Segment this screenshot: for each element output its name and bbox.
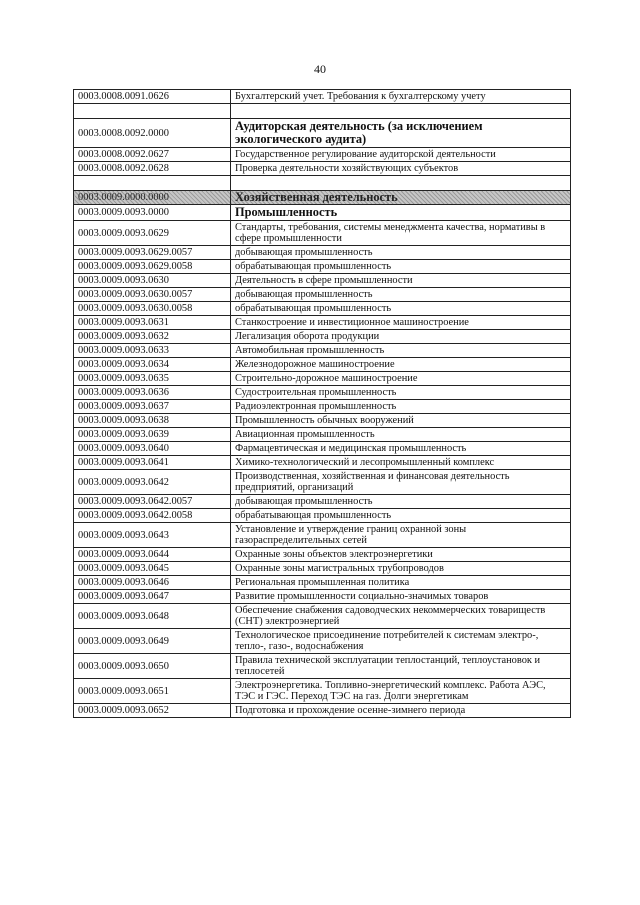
table-row bbox=[74, 316, 571, 330]
description-cell: Развитие промышленности социально-значимых товаров bbox=[231, 590, 571, 604]
code-cell: 0003.0009.0093.0643 bbox=[74, 523, 231, 548]
description-cell: Авиационная промышленность bbox=[231, 428, 571, 442]
code-cell: 0003.0009.0093.0649 bbox=[74, 629, 231, 654]
code-cell: 0003.0009.0093.0648 bbox=[74, 604, 231, 629]
table-row bbox=[74, 590, 571, 604]
code-cell: 0003.0009.0093.0632 bbox=[74, 330, 231, 344]
classifier-table bbox=[73, 89, 571, 718]
code-cell: 0003.0009.0093.0650 bbox=[74, 654, 231, 679]
description-cell: Легализация оборота продукции bbox=[231, 330, 571, 344]
code-cell: 0003.0009.0093.0641 bbox=[74, 456, 231, 470]
table-row bbox=[74, 654, 571, 679]
table-row bbox=[74, 495, 571, 509]
code-cell: 0003.0009.0093.0636 bbox=[74, 386, 231, 400]
description-cell bbox=[231, 104, 571, 119]
table-row bbox=[74, 400, 571, 414]
description-cell: Обеспечение снабжения садоводческих некоммерческих товариществ (СНТ) электроэнергией bbox=[231, 604, 571, 629]
table-row bbox=[74, 288, 571, 302]
table-row bbox=[74, 372, 571, 386]
table-row bbox=[74, 604, 571, 629]
table-row bbox=[74, 548, 571, 562]
table-row bbox=[74, 246, 571, 260]
code-cell: 0003.0009.0000.0000 bbox=[74, 191, 231, 205]
description-cell: Бухгалтерский учет. Требования к бухгалтерскому учету bbox=[231, 90, 571, 104]
code-cell: 0003.0009.0093.0645 bbox=[74, 562, 231, 576]
code-cell: 0003.0009.0093.0629.0058 bbox=[74, 260, 231, 274]
description-cell: Подготовка и прохождение осенне-зимнего периода bbox=[231, 704, 571, 718]
code-cell: 0003.0009.0093.0646 bbox=[74, 576, 231, 590]
code-cell: 0003.0009.0093.0642.0058 bbox=[74, 509, 231, 523]
code-cell: 0003.0009.0093.0635 bbox=[74, 372, 231, 386]
description-cell: Хозяйственная деятельность bbox=[231, 191, 571, 205]
description-cell: добывающая промышленность bbox=[231, 288, 571, 302]
code-cell: 0003.0009.0093.0637 bbox=[74, 400, 231, 414]
code-cell: 0003.0009.0093.0629 bbox=[74, 221, 231, 246]
description-cell: Установление и утверждение границ охранной зоны газораспределительных сетей bbox=[231, 523, 571, 548]
table-row bbox=[74, 148, 571, 162]
code-cell: 0003.0009.0093.0634 bbox=[74, 358, 231, 372]
table-row bbox=[74, 330, 571, 344]
description-cell: Железнодорожное машиностроение bbox=[231, 358, 571, 372]
description-cell: Охранные зоны магистральных трубопроводов bbox=[231, 562, 571, 576]
code-cell: 0003.0009.0093.0640 bbox=[74, 442, 231, 456]
description-cell: Станкостроение и инвестиционное машиностроение bbox=[231, 316, 571, 330]
description-cell: Производственная, хозяйственная и финансовая деятельность предприятий, организаций bbox=[231, 470, 571, 495]
table-row bbox=[74, 509, 571, 523]
description-cell: Судостроительная промышленность bbox=[231, 386, 571, 400]
table-row bbox=[74, 562, 571, 576]
table-row bbox=[74, 428, 571, 442]
table-row bbox=[74, 260, 571, 274]
table-row bbox=[74, 629, 571, 654]
code-cell: 0003.0009.0093.0629.0057 bbox=[74, 246, 231, 260]
code-cell: 0003.0009.0093.0647 bbox=[74, 590, 231, 604]
description-cell: Проверка деятельности хозяйствующих субъектов bbox=[231, 162, 571, 176]
section-heading-row bbox=[74, 119, 571, 148]
code-cell: 0003.0009.0093.0630.0058 bbox=[74, 302, 231, 316]
code-cell bbox=[74, 104, 231, 119]
code-cell: 0003.0009.0093.0630 bbox=[74, 274, 231, 288]
code-cell: 0003.0009.0093.0639 bbox=[74, 428, 231, 442]
code-cell: 0003.0008.0092.0627 bbox=[74, 148, 231, 162]
code-cell: 0003.0009.0093.0630.0057 bbox=[74, 288, 231, 302]
description-cell: Химико-технологический и лесопромышленный комплекс bbox=[231, 456, 571, 470]
table-row bbox=[74, 302, 571, 316]
table-row bbox=[74, 221, 571, 246]
description-cell: Фармацевтическая и медицинская промышленность bbox=[231, 442, 571, 456]
description-cell: обрабатывающая промышленность bbox=[231, 260, 571, 274]
description-cell: Правила технической эксплуатации теплостанций, теплоустановок и теплосетей bbox=[231, 654, 571, 679]
classifier-table-body bbox=[74, 90, 571, 718]
table-row bbox=[74, 576, 571, 590]
description-cell: Стандарты, требования, системы менеджмента качества, нормативы в сфере промышленности bbox=[231, 221, 571, 246]
description-cell: Охранные зоны объектов электроэнергетики bbox=[231, 548, 571, 562]
table-row bbox=[74, 344, 571, 358]
description-cell bbox=[231, 176, 571, 191]
section-heading-row bbox=[74, 205, 571, 221]
description-cell: Промышленность bbox=[231, 205, 571, 221]
description-cell: Аудиторская деятельность (за исключением экологического аудита) bbox=[231, 119, 571, 148]
description-cell: Строительно-дорожное машиностроение bbox=[231, 372, 571, 386]
description-cell: Радиоэлектронная промышленность bbox=[231, 400, 571, 414]
code-cell: 0003.0009.0093.0642 bbox=[74, 470, 231, 495]
description-cell: обрабатывающая промышленность bbox=[231, 509, 571, 523]
table-row bbox=[74, 358, 571, 372]
table-row bbox=[74, 523, 571, 548]
code-cell: 0003.0009.0093.0642.0057 bbox=[74, 495, 231, 509]
description-cell: Промышленность обычных вооружений bbox=[231, 414, 571, 428]
code-cell: 0003.0009.0093.0651 bbox=[74, 679, 231, 704]
code-cell: 0003.0009.0093.0631 bbox=[74, 316, 231, 330]
code-cell: 0003.0008.0092.0628 bbox=[74, 162, 231, 176]
description-cell: добывающая промышленность bbox=[231, 246, 571, 260]
code-cell bbox=[74, 176, 231, 191]
table-row bbox=[74, 274, 571, 288]
code-cell: 0003.0009.0093.0633 bbox=[74, 344, 231, 358]
table-row bbox=[74, 162, 571, 176]
table-row bbox=[74, 704, 571, 718]
section-title-row bbox=[74, 191, 571, 205]
code-cell: 0003.0009.0093.0652 bbox=[74, 704, 231, 718]
spacer-row bbox=[74, 176, 571, 191]
table-row bbox=[74, 386, 571, 400]
code-cell: 0003.0008.0091.0626 bbox=[74, 90, 231, 104]
description-cell: Региональная промышленная политика bbox=[231, 576, 571, 590]
page-number: 40 bbox=[314, 62, 326, 76]
code-cell: 0003.0008.0092.0000 bbox=[74, 119, 231, 148]
description-cell: Деятельность в сфере промышленности bbox=[231, 274, 571, 288]
description-cell: Автомобильная промышленность bbox=[231, 344, 571, 358]
table-row bbox=[74, 442, 571, 456]
table-row bbox=[74, 679, 571, 704]
description-cell: обрабатывающая промышленность bbox=[231, 302, 571, 316]
table-row bbox=[74, 414, 571, 428]
description-cell: добывающая промышленность bbox=[231, 495, 571, 509]
spacer-row bbox=[74, 104, 571, 119]
description-cell: Электроэнергетика. Топливно-энергетический комплекс. Работа АЭС, ТЭС и ГЭС. Переход ТЭС на газ. Долги энергетикам bbox=[231, 679, 571, 704]
table-row bbox=[74, 470, 571, 495]
table-row bbox=[74, 456, 571, 470]
code-cell: 0003.0009.0093.0644 bbox=[74, 548, 231, 562]
table-row bbox=[74, 90, 571, 104]
code-cell: 0003.0009.0093.0638 bbox=[74, 414, 231, 428]
description-cell: Государственное регулирование аудиторской деятельности bbox=[231, 148, 571, 162]
description-cell: Технологическое присоединение потребителей к системам электро-, тепло-, газо-, водоснабжения bbox=[231, 629, 571, 654]
code-cell: 0003.0009.0093.0000 bbox=[74, 205, 231, 221]
